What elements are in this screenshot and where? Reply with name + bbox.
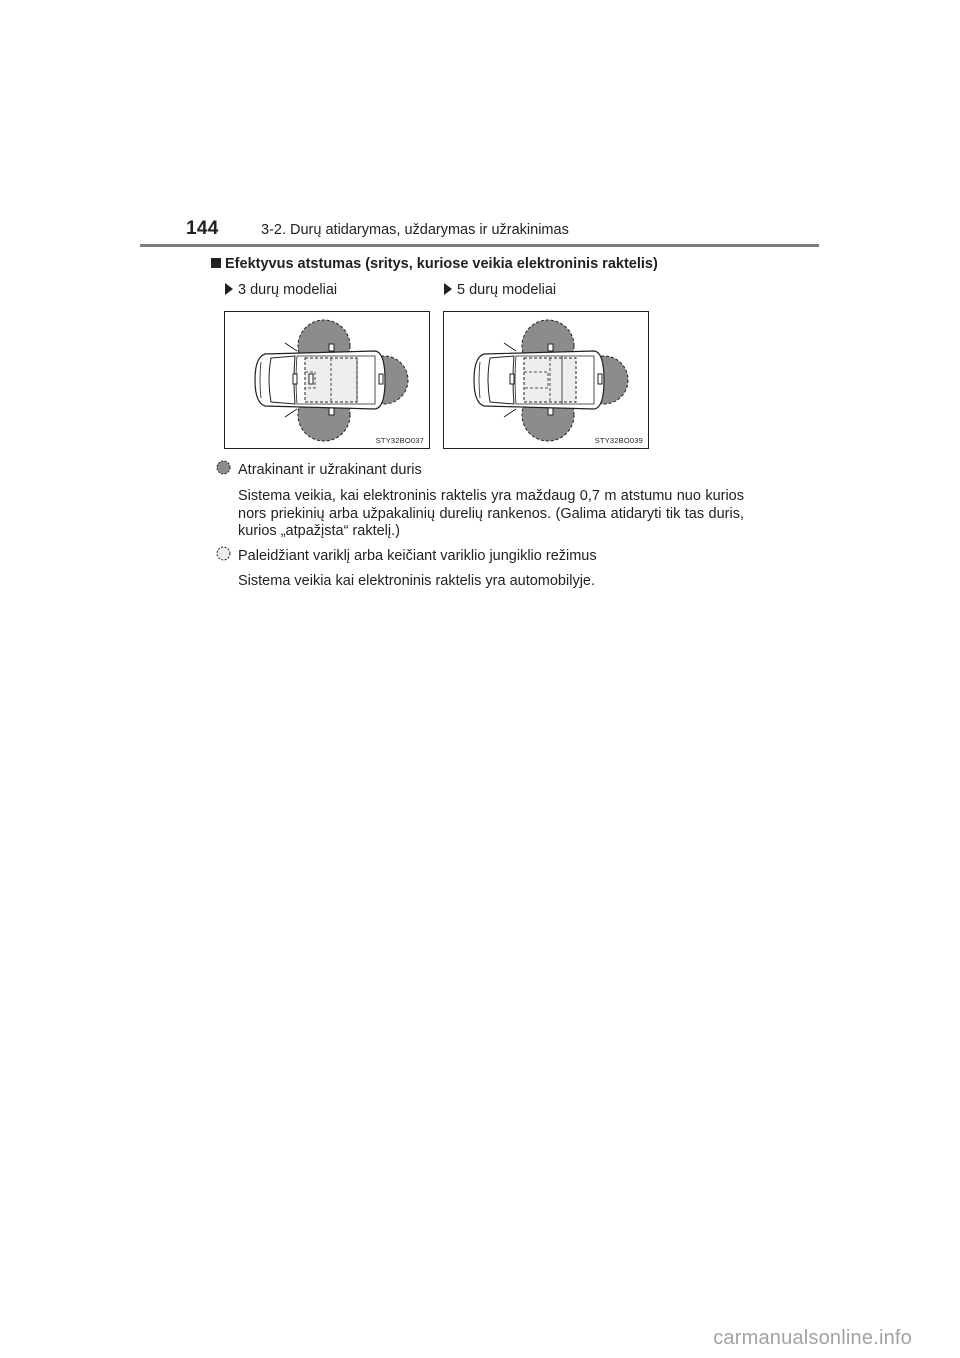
square-bullet-icon	[211, 258, 221, 268]
figure-code: STY32BO037	[375, 436, 424, 445]
figure-code: STY32BO039	[594, 436, 643, 445]
antenna-bottom	[329, 408, 334, 415]
legend-title-door-lock: Atrakinant ir užrakinant duris	[238, 462, 422, 478]
light-dashed-circle-icon	[216, 546, 231, 561]
antenna-top	[548, 344, 553, 351]
antenna-rear	[379, 374, 383, 384]
figure-3-door-diagram	[224, 311, 430, 449]
car-top-view-3-door	[225, 312, 429, 448]
section-title: 3-2. Durų atidarymas, uždarymas ir užrakinimas	[261, 222, 569, 238]
page-number: 144	[186, 218, 219, 239]
header-rule	[140, 244, 819, 247]
antenna-bottom	[548, 408, 553, 415]
subheading-text: Efektyvus atstumas (sritys, kuriose veikia elektroninis raktelis)	[225, 256, 658, 272]
antenna-rear	[598, 374, 602, 384]
triangle-bullet-icon	[444, 283, 452, 295]
figure-label-text: 5 durų modeliai	[457, 282, 557, 298]
triangle-bullet-icon	[225, 283, 233, 295]
antenna-front	[510, 374, 514, 384]
legend-description-engine-start: Sistema veikia kai elektroninis raktelis yra automobilyje.	[238, 573, 596, 589]
car-top-view-5-door	[444, 312, 648, 448]
legend-title-engine-start: Paleidžiant variklį arba keičiant variklio jungiklio režimus	[238, 548, 597, 564]
antenna-top	[329, 344, 334, 351]
watermark: carmanualsonline.info	[713, 1327, 912, 1349]
antenna-front-b	[309, 374, 313, 384]
subheading	[211, 256, 658, 272]
antenna-front-a	[293, 374, 297, 384]
figure-label-5-door	[444, 282, 556, 298]
figure-label-text: 3 durų modeliai	[238, 282, 338, 298]
legend-description-door-lock: Sistema veikia, kai elektroninis raktelis yra maždaug 0,7 m atstumu nuo kurios nors priekinių arba užpakalinių durelių rankenos. (Galima atidaryti tik tas duris, kurios „atpažįsta“ raktelį.)	[238, 488, 744, 539]
figure-5-door-diagram	[443, 311, 649, 449]
figure-label-3-door	[225, 282, 337, 298]
gray-dashed-circle-icon	[216, 460, 231, 475]
